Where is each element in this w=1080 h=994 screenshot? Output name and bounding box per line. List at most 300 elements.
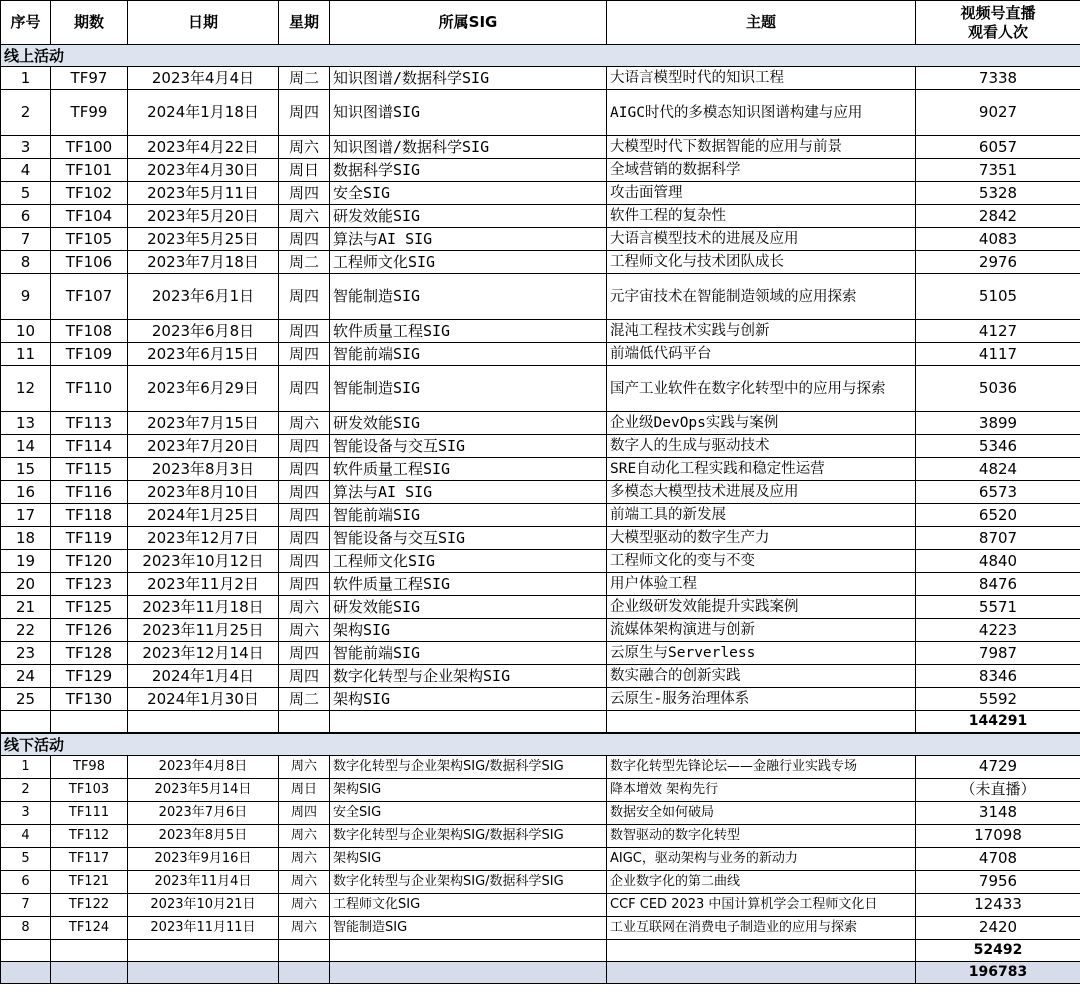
row-index: 11: [1, 343, 51, 366]
row-sig: 智能前端SIG: [330, 642, 607, 665]
row-sig: 智能制造SIG: [330, 366, 607, 412]
table-row: [1, 412, 1080, 435]
row-sig: 知识图谱/数据科学SIG: [330, 67, 607, 90]
row-index: 14: [1, 435, 51, 458]
row-issue: TF113: [51, 412, 128, 435]
row-sig: 智能制造SIG: [330, 274, 607, 320]
empty-cell: [607, 711, 916, 733]
header-views: [916, 1, 1080, 45]
row-date: 2023年4月22日: [128, 136, 279, 159]
header-views-line2: 观看人次: [967, 22, 1028, 41]
table-row: [1, 596, 1080, 619]
row-topic: 数字人的生成与驱动技术: [607, 435, 916, 458]
row-index: 21: [1, 596, 51, 619]
row-topic: 企业级DevOps实践与案例: [607, 412, 916, 435]
row-index: 4: [1, 824, 51, 847]
row-views: 7351: [916, 159, 1080, 182]
row-views: 12433: [916, 893, 1080, 916]
row-date: 2024年1月18日: [128, 90, 279, 136]
row-issue: TF99: [51, 90, 128, 136]
section-offline-label: 线下活动: [1, 733, 1080, 756]
row-issue: TF105: [51, 228, 128, 251]
table-row: [1, 67, 1080, 90]
empty-cell: [1, 939, 51, 961]
table-row: [1, 824, 1080, 847]
row-topic: 全域营销的数据科学: [607, 159, 916, 182]
row-weekday: 周二: [279, 251, 330, 274]
row-topic: AIGC，驱动架构与业务的新动力: [607, 847, 916, 870]
header-sig: 所属SIG: [330, 1, 607, 45]
row-date: 2023年11月11日: [128, 916, 279, 939]
table-row: [1, 136, 1080, 159]
empty-cell: [128, 961, 279, 983]
row-views: 3899: [916, 412, 1080, 435]
row-date: 2023年11月25日: [128, 619, 279, 642]
row-weekday: 周日: [279, 159, 330, 182]
row-topic: 用户体验工程: [607, 573, 916, 596]
table-row: [1, 619, 1080, 642]
row-date: 2023年5月14日: [128, 778, 279, 801]
empty-cell: [607, 939, 916, 961]
row-date: 2023年10月21日: [128, 893, 279, 916]
empty-cell: [1, 961, 51, 983]
row-sig: 智能制造SIG: [330, 916, 607, 939]
row-index: 2: [1, 778, 51, 801]
row-topic: 混沌工程技术实践与创新: [607, 320, 916, 343]
row-date: 2023年8月10日: [128, 481, 279, 504]
table-row: [1, 159, 1080, 182]
table-row: [1, 870, 1080, 893]
empty-cell: [51, 939, 128, 961]
row-sig: 知识图谱/数据科学SIG: [330, 136, 607, 159]
row-date: 2023年6月1日: [128, 274, 279, 320]
empty-cell: [279, 711, 330, 733]
header-row: [1, 1, 1080, 45]
row-views: 5592: [916, 688, 1080, 711]
row-date: 2023年7月6日: [128, 801, 279, 824]
row-date: 2023年11月2日: [128, 573, 279, 596]
row-topic: 数据安全如何破局: [607, 801, 916, 824]
row-index: 8: [1, 251, 51, 274]
row-index: 18: [1, 527, 51, 550]
row-issue: TF119: [51, 527, 128, 550]
table-row: [1, 916, 1080, 939]
table-row: [1, 642, 1080, 665]
row-issue: TF128: [51, 642, 128, 665]
table-row: [1, 893, 1080, 916]
row-sig: 软件质量工程SIG: [330, 573, 607, 596]
row-views: 4223: [916, 619, 1080, 642]
row-date: 2023年4月30日: [128, 159, 279, 182]
row-issue: TF101: [51, 159, 128, 182]
row-views: 8476: [916, 573, 1080, 596]
row-date: 2023年4月8日: [128, 755, 279, 778]
empty-cell: [330, 939, 607, 961]
empty-cell: [607, 961, 916, 983]
row-topic: 国产工业软件在数字化转型中的应用与探索: [607, 366, 916, 412]
table-row: [1, 573, 1080, 596]
row-issue: TF117: [51, 847, 128, 870]
row-views: 7987: [916, 642, 1080, 665]
row-index: 13: [1, 412, 51, 435]
row-weekday: 周四: [279, 665, 330, 688]
row-weekday: 周四: [279, 320, 330, 343]
row-index: 16: [1, 481, 51, 504]
table-row: [1, 778, 1080, 801]
row-index: 23: [1, 642, 51, 665]
row-sig: 软件质量工程SIG: [330, 320, 607, 343]
row-issue: TF122: [51, 893, 128, 916]
row-issue: TF104: [51, 205, 128, 228]
row-sig: 研发效能SIG: [330, 596, 607, 619]
row-issue: TF123: [51, 573, 128, 596]
row-sig: 知识图谱SIG: [330, 90, 607, 136]
row-index: 19: [1, 550, 51, 573]
row-sig: 数据科学SIG: [330, 159, 607, 182]
row-weekday: 周二: [279, 688, 330, 711]
row-weekday: 周四: [279, 642, 330, 665]
row-issue: TF126: [51, 619, 128, 642]
row-issue: TF110: [51, 366, 128, 412]
row-issue: TF115: [51, 458, 128, 481]
row-issue: TF118: [51, 504, 128, 527]
row-topic: 数字化转型先锋论坛——金融行业实践专场: [607, 755, 916, 778]
row-weekday: 周四: [279, 481, 330, 504]
row-topic: SRE自动化工程实践和稳定性运营: [607, 458, 916, 481]
row-date: 2024年1月25日: [128, 504, 279, 527]
row-views: 6520: [916, 504, 1080, 527]
row-weekday: 周四: [279, 90, 330, 136]
online-subtotal: 144291: [916, 711, 1080, 733]
row-date: 2023年5月11日: [128, 182, 279, 205]
row-weekday: 周六: [279, 596, 330, 619]
row-topic: 流媒体架构演进与创新: [607, 619, 916, 642]
row-sig: 算法与AI SIG: [330, 481, 607, 504]
row-sig: 研发效能SIG: [330, 205, 607, 228]
row-index: 25: [1, 688, 51, 711]
row-issue: TF129: [51, 665, 128, 688]
table-row: [1, 688, 1080, 711]
row-views: 7956: [916, 870, 1080, 893]
row-issue: TF98: [51, 755, 128, 778]
row-topic: 降本增效 架构先行: [607, 778, 916, 801]
row-issue: TF112: [51, 824, 128, 847]
row-topic: 元宇宙技术在智能制造领域的应用探索: [607, 274, 916, 320]
row-views: 3148: [916, 801, 1080, 824]
table-row: [1, 251, 1080, 274]
row-sig: 架构SIG: [330, 688, 607, 711]
row-topic: 工程师文化与技术团队成长: [607, 251, 916, 274]
row-date: 2023年6月15日: [128, 343, 279, 366]
row-index: 5: [1, 847, 51, 870]
row-sig: 工程师文化SIG: [330, 251, 607, 274]
row-date: 2023年7月15日: [128, 412, 279, 435]
row-index: 1: [1, 67, 51, 90]
row-index: 9: [1, 274, 51, 320]
row-issue: TF114: [51, 435, 128, 458]
grand-total: 196783: [916, 961, 1080, 983]
row-weekday: 周四: [279, 274, 330, 320]
row-index: 7: [1, 228, 51, 251]
table-row: [1, 481, 1080, 504]
row-views: 6057: [916, 136, 1080, 159]
table-row: [1, 320, 1080, 343]
row-weekday: 周六: [279, 205, 330, 228]
row-views: 8707: [916, 527, 1080, 550]
section-online-label: 线上活动: [1, 45, 1080, 67]
empty-cell: [1, 711, 51, 733]
row-index: 22: [1, 619, 51, 642]
row-index: 7: [1, 893, 51, 916]
header-issue: 期数: [51, 1, 128, 45]
row-topic: 大语言模型技术的进展及应用: [607, 228, 916, 251]
row-date: 2023年11月18日: [128, 596, 279, 619]
row-weekday: 周六: [279, 824, 330, 847]
table-row: [1, 550, 1080, 573]
row-topic: 大模型时代下数据智能的应用与前景: [607, 136, 916, 159]
table-row: [1, 435, 1080, 458]
row-weekday: 周六: [279, 412, 330, 435]
row-date: 2023年12月7日: [128, 527, 279, 550]
row-weekday: 周四: [279, 573, 330, 596]
empty-cell: [128, 711, 279, 733]
row-topic: 数实融合的创新实践: [607, 665, 916, 688]
row-date: 2023年6月29日: [128, 366, 279, 412]
row-index: 12: [1, 366, 51, 412]
row-weekday: 周四: [279, 504, 330, 527]
row-date: 2024年1月4日: [128, 665, 279, 688]
row-topic: 云原生-服务治理体系: [607, 688, 916, 711]
row-index: 6: [1, 870, 51, 893]
row-sig: 安全SIG: [330, 801, 607, 824]
row-date: 2023年11月4日: [128, 870, 279, 893]
header-weekday: 星期: [279, 1, 330, 45]
row-sig: 数字化转型与企业架构SIG/数据科学SIG: [330, 755, 607, 778]
row-views: 4840: [916, 550, 1080, 573]
table-row: [1, 847, 1080, 870]
row-issue: TF125: [51, 596, 128, 619]
row-issue: TF109: [51, 343, 128, 366]
empty-cell: [330, 961, 607, 983]
table-row: [1, 665, 1080, 688]
offline-subtotal-row: [1, 939, 1080, 961]
row-issue: TF107: [51, 274, 128, 320]
empty-cell: [279, 961, 330, 983]
row-issue: TF102: [51, 182, 128, 205]
row-views: 9027: [916, 90, 1080, 136]
row-topic: 工程师文化的变与不变: [607, 550, 916, 573]
row-weekday: 周四: [279, 228, 330, 251]
row-views: 8346: [916, 665, 1080, 688]
row-index: 3: [1, 136, 51, 159]
table-row: [1, 366, 1080, 412]
row-index: 10: [1, 320, 51, 343]
row-sig: 工程师文化SIG: [330, 550, 607, 573]
empty-cell: [128, 939, 279, 961]
table-row: [1, 527, 1080, 550]
row-sig: 软件质量工程SIG: [330, 458, 607, 481]
header-topic: 主题: [607, 1, 916, 45]
row-weekday: 周四: [279, 801, 330, 824]
row-date: 2024年1月30日: [128, 688, 279, 711]
row-views: 6573: [916, 481, 1080, 504]
row-index: 3: [1, 801, 51, 824]
row-sig: 智能前端SIG: [330, 343, 607, 366]
section-offline: [1, 733, 1080, 756]
row-date: 2023年6月8日: [128, 320, 279, 343]
row-weekday: 周四: [279, 550, 330, 573]
row-views: 7338: [916, 67, 1080, 90]
row-views: 4117: [916, 343, 1080, 366]
row-views: 5571: [916, 596, 1080, 619]
header-date: 日期: [128, 1, 279, 45]
row-index: 2: [1, 90, 51, 136]
row-topic: 工业互联网在消费电子制造业的应用与探索: [607, 916, 916, 939]
row-views: 2842: [916, 205, 1080, 228]
row-issue: TF121: [51, 870, 128, 893]
row-topic: 数智驱动的数字化转型: [607, 824, 916, 847]
row-date: 2023年8月5日: [128, 824, 279, 847]
row-topic: 攻击面管理: [607, 182, 916, 205]
row-views: 5105: [916, 274, 1080, 320]
row-sig: 智能设备与交互SIG: [330, 435, 607, 458]
row-sig: 智能设备与交互SIG: [330, 527, 607, 550]
row-weekday: 周六: [279, 136, 330, 159]
row-sig: 数字化转型与企业架构SIG/数据科学SIG: [330, 824, 607, 847]
row-weekday: 周四: [279, 366, 330, 412]
row-weekday: 周四: [279, 182, 330, 205]
row-weekday: 周六: [279, 893, 330, 916]
row-weekday: 周二: [279, 67, 330, 90]
row-issue: TF100: [51, 136, 128, 159]
row-index: 8: [1, 916, 51, 939]
row-weekday: 周四: [279, 527, 330, 550]
row-weekday: 周六: [279, 916, 330, 939]
row-sig: 数字化转型与企业架构SIG: [330, 665, 607, 688]
row-weekday: 周六: [279, 619, 330, 642]
row-index: 6: [1, 205, 51, 228]
row-views: （未直播）: [916, 778, 1080, 801]
table-row: [1, 205, 1080, 228]
row-date: 2023年7月20日: [128, 435, 279, 458]
table-row: [1, 343, 1080, 366]
row-issue: TF103: [51, 778, 128, 801]
section-online: [1, 45, 1080, 67]
row-date: 2023年8月3日: [128, 458, 279, 481]
row-topic: 前端低代码平台: [607, 343, 916, 366]
online-subtotal-row: [1, 711, 1080, 733]
row-views: 17098: [916, 824, 1080, 847]
row-date: 2023年5月20日: [128, 205, 279, 228]
row-views: 4127: [916, 320, 1080, 343]
row-issue: TF106: [51, 251, 128, 274]
row-index: 20: [1, 573, 51, 596]
row-index: 15: [1, 458, 51, 481]
row-views: 2976: [916, 251, 1080, 274]
row-views: 4708: [916, 847, 1080, 870]
row-index: 17: [1, 504, 51, 527]
row-issue: TF124: [51, 916, 128, 939]
row-topic: 企业级研发效能提升实践案例: [607, 596, 916, 619]
row-views: 4729: [916, 755, 1080, 778]
row-views: 4083: [916, 228, 1080, 251]
row-weekday: 周四: [279, 343, 330, 366]
row-views: 4824: [916, 458, 1080, 481]
row-index: 4: [1, 159, 51, 182]
grand-total-row: [1, 961, 1080, 983]
row-topic: 软件工程的复杂性: [607, 205, 916, 228]
table-row: [1, 458, 1080, 481]
row-issue: TF97: [51, 67, 128, 90]
row-issue: TF116: [51, 481, 128, 504]
row-date: 2023年9月16日: [128, 847, 279, 870]
row-topic: AIGC时代的多模态知识图谱构建与应用: [607, 90, 916, 136]
empty-cell: [279, 939, 330, 961]
header-views-line1: 视频号直播: [960, 3, 1036, 22]
row-issue: TF111: [51, 801, 128, 824]
row-sig: 智能前端SIG: [330, 504, 607, 527]
table-row: [1, 90, 1080, 136]
row-issue: TF130: [51, 688, 128, 711]
table-row: [1, 755, 1080, 778]
row-date: 2023年5月25日: [128, 228, 279, 251]
row-sig: 架构SIG: [330, 619, 607, 642]
offline-subtotal: 52492: [916, 939, 1080, 961]
empty-cell: [51, 961, 128, 983]
row-weekday: 周日: [279, 778, 330, 801]
row-issue: TF108: [51, 320, 128, 343]
row-weekday: 周六: [279, 755, 330, 778]
row-weekday: 周四: [279, 458, 330, 481]
row-topic: 多模态大模型技术进展及应用: [607, 481, 916, 504]
row-views: 5328: [916, 182, 1080, 205]
table-row: [1, 504, 1080, 527]
row-weekday: 周四: [279, 435, 330, 458]
row-issue: TF120: [51, 550, 128, 573]
row-weekday: 周六: [279, 870, 330, 893]
row-topic: 前端工具的新发展: [607, 504, 916, 527]
row-sig: 算法与AI SIG: [330, 228, 607, 251]
row-sig: 工程师文化SIG: [330, 893, 607, 916]
row-date: 2023年10月12日: [128, 550, 279, 573]
row-date: 2023年7月18日: [128, 251, 279, 274]
header-idx: 序号: [1, 1, 51, 45]
row-sig: 架构SIG: [330, 778, 607, 801]
row-index: 5: [1, 182, 51, 205]
row-date: 2023年12月14日: [128, 642, 279, 665]
row-sig: 架构SIG: [330, 847, 607, 870]
row-weekday: 周六: [279, 847, 330, 870]
row-index: 24: [1, 665, 51, 688]
row-index: 1: [1, 755, 51, 778]
row-topic: 大语言模型时代的知识工程: [607, 67, 916, 90]
row-views: 2420: [916, 916, 1080, 939]
row-views: 5346: [916, 435, 1080, 458]
row-topic: 大模型驱动的数字生产力: [607, 527, 916, 550]
empty-cell: [51, 711, 128, 733]
table-row: [1, 228, 1080, 251]
row-date: 2023年4月4日: [128, 67, 279, 90]
row-topic: 企业数字化的第二曲线: [607, 870, 916, 893]
table-row: [1, 801, 1080, 824]
table-row: [1, 274, 1080, 320]
table-row: [1, 182, 1080, 205]
row-sig: 安全SIG: [330, 182, 607, 205]
row-sig: 研发效能SIG: [330, 412, 607, 435]
row-sig: 数字化转型与企业架构SIG/数据科学SIG: [330, 870, 607, 893]
row-topic: CCF CED 2023 中国计算机学会工程师文化日: [607, 893, 916, 916]
row-views: 5036: [916, 366, 1080, 412]
